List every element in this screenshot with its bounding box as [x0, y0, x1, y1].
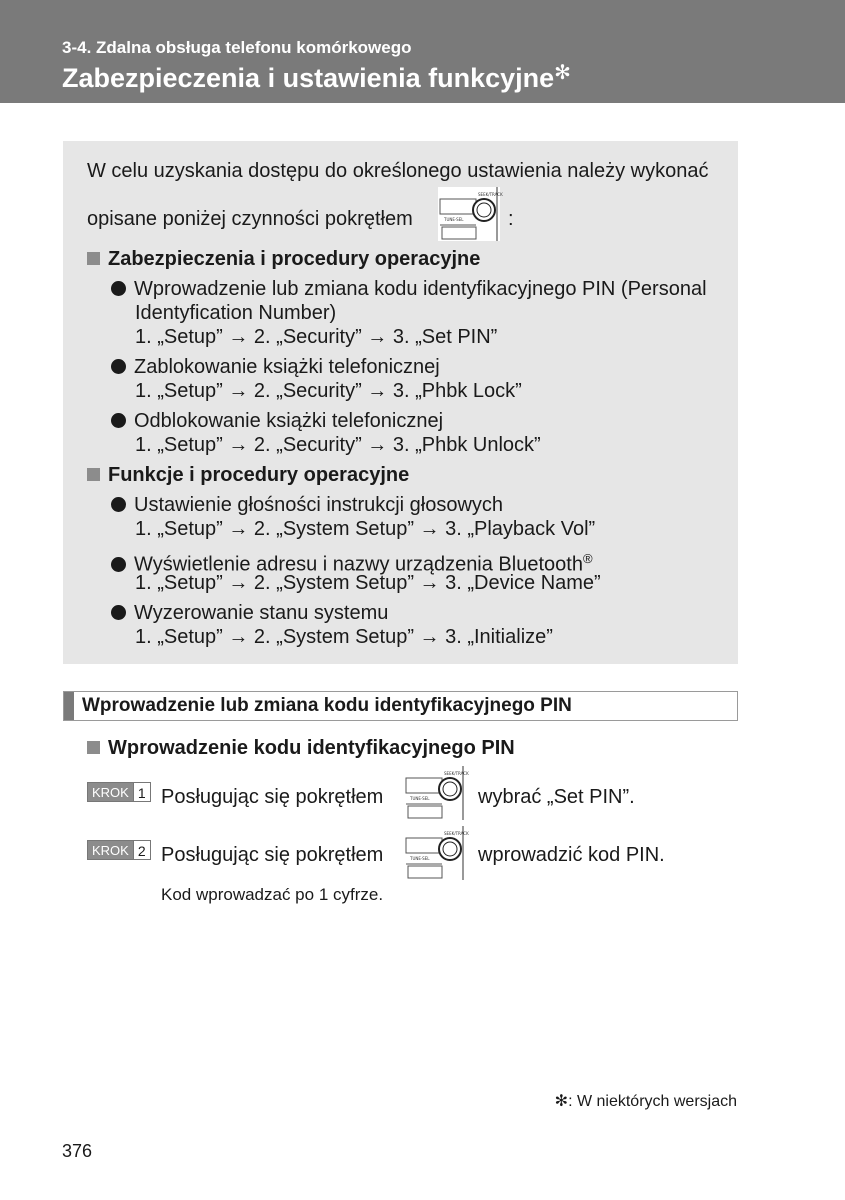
svg-text:TUNE·SEL: TUNE·SEL: [410, 856, 430, 861]
step-badge: [87, 782, 151, 802]
step-note: Kod wprowadzać po 1 cyfrze.: [161, 885, 384, 904]
item-title: Wprowadzenie lub zmiana kodu identyfikacyjnego PIN (Personal: [134, 278, 707, 300]
step-badge-label: KROK: [87, 840, 134, 860]
section-bar-title: Wprowadzenie lub zmiana kodu identyfikacyjnego PIN: [82, 695, 572, 716]
item-title: Wyzerowanie stanu systemu: [134, 602, 389, 624]
pin-subheading-text: Wprowadzenie kodu identyfikacyjnego PIN: [108, 737, 515, 759]
svg-text:TUNE·SEL: TUNE·SEL: [410, 796, 430, 801]
svg-text:SEEK/TRACK: SEEK/TRACK: [444, 771, 469, 776]
page-title-text: Zabezpieczenia i ustawienia funkcyjne: [62, 63, 555, 93]
svg-text:SEEK/TRACK: SEEK/TRACK: [444, 831, 469, 836]
security-heading-text: Zabezpieczenia i procedury operacyjne: [108, 248, 481, 270]
step-badge-number: 2: [134, 840, 151, 860]
step-text: Posługując się pokrętłem: [161, 786, 384, 808]
footnote: ✻: W niektórych wersjach: [554, 1093, 737, 1110]
functions-heading: [87, 463, 409, 487]
tune-knob-icon: [404, 826, 469, 880]
item-title: Zablokowanie książki telefonicznej: [134, 356, 440, 378]
list-item: [111, 493, 503, 517]
tune-knob-icon: [404, 766, 469, 820]
item-path: 1. „Setup” → 2. „System Setup” → 3. „Initialize”: [135, 626, 553, 648]
bullet-icon: [111, 413, 126, 428]
list-item: [111, 355, 440, 379]
pin-subheading: [87, 736, 515, 760]
step-text: Posługując się pokrętłem: [161, 844, 384, 866]
square-bullet-icon: [87, 252, 100, 265]
item-title-continued: Identyfication Number): [135, 302, 337, 324]
bullet-icon: [111, 281, 126, 296]
section-bar: [63, 691, 738, 721]
step-badge: [87, 840, 151, 860]
item-path: 1. „Setup” → 2. „Security” → 3. „Phbk Lock”: [135, 380, 522, 402]
item-title: Wyświetlenie adresu i nazwy urządzenia Bluetooth: [134, 553, 583, 576]
page-header: [0, 0, 845, 103]
list-item: [111, 409, 443, 433]
square-bullet-icon: [87, 741, 100, 754]
section-label: 3-4. Zdalna obsługa telefonu komórkowego: [62, 38, 412, 57]
bullet-icon: [111, 605, 126, 620]
registered-mark: ®: [582, 551, 593, 566]
item-path: 1. „Setup” → 2. „Security” → 3. „Phbk Unlock”: [135, 434, 541, 456]
item-title: Odblokowanie książki telefonicznej: [134, 410, 444, 432]
page-number: 376: [62, 1141, 93, 1161]
section-bar-accent: [64, 692, 74, 720]
security-heading: [87, 247, 480, 271]
intro-line-2: opisane poniżej czynności pokrętłem: [87, 208, 413, 230]
step-badge-label: KROK: [87, 782, 134, 802]
item-path: 1. „Setup” → 2. „System Setup” → 3. „Playback Vol”: [135, 518, 596, 540]
svg-text:SEEK/TRACK: SEEK/TRACK: [478, 192, 503, 197]
page-title: [62, 60, 571, 94]
square-bullet-icon: [87, 468, 100, 481]
item-path: 1. „Setup” → 2. „System Setup” → 3. „Device Name”: [135, 572, 601, 594]
intro-colon: :: [508, 208, 514, 230]
list-item: [111, 277, 707, 301]
title-asterisk: ✻: [554, 62, 571, 84]
item-path: 1. „Setup” → 2. „Security” → 3. „Set PIN”: [135, 326, 498, 348]
intro-line-1: W celu uzyskania dostępu do określonego ustawienia należy wykonać: [87, 160, 709, 182]
bullet-icon: [111, 557, 126, 572]
step-badge-number: 1: [134, 782, 151, 802]
step-action: wybrać „Set PIN”.: [478, 786, 635, 808]
item-title: Ustawienie głośności instrukcji głosowych: [134, 494, 504, 516]
bullet-icon: [111, 497, 126, 512]
list-item: [111, 601, 388, 625]
functions-heading-text: Funkcje i procedury operacyjne: [108, 464, 410, 486]
bullet-icon: [111, 359, 126, 374]
svg-text:TUNE·SEL: TUNE·SEL: [444, 217, 464, 222]
step-action: wprowadzić kod PIN.: [478, 844, 665, 866]
tune-knob-icon: [438, 187, 503, 241]
